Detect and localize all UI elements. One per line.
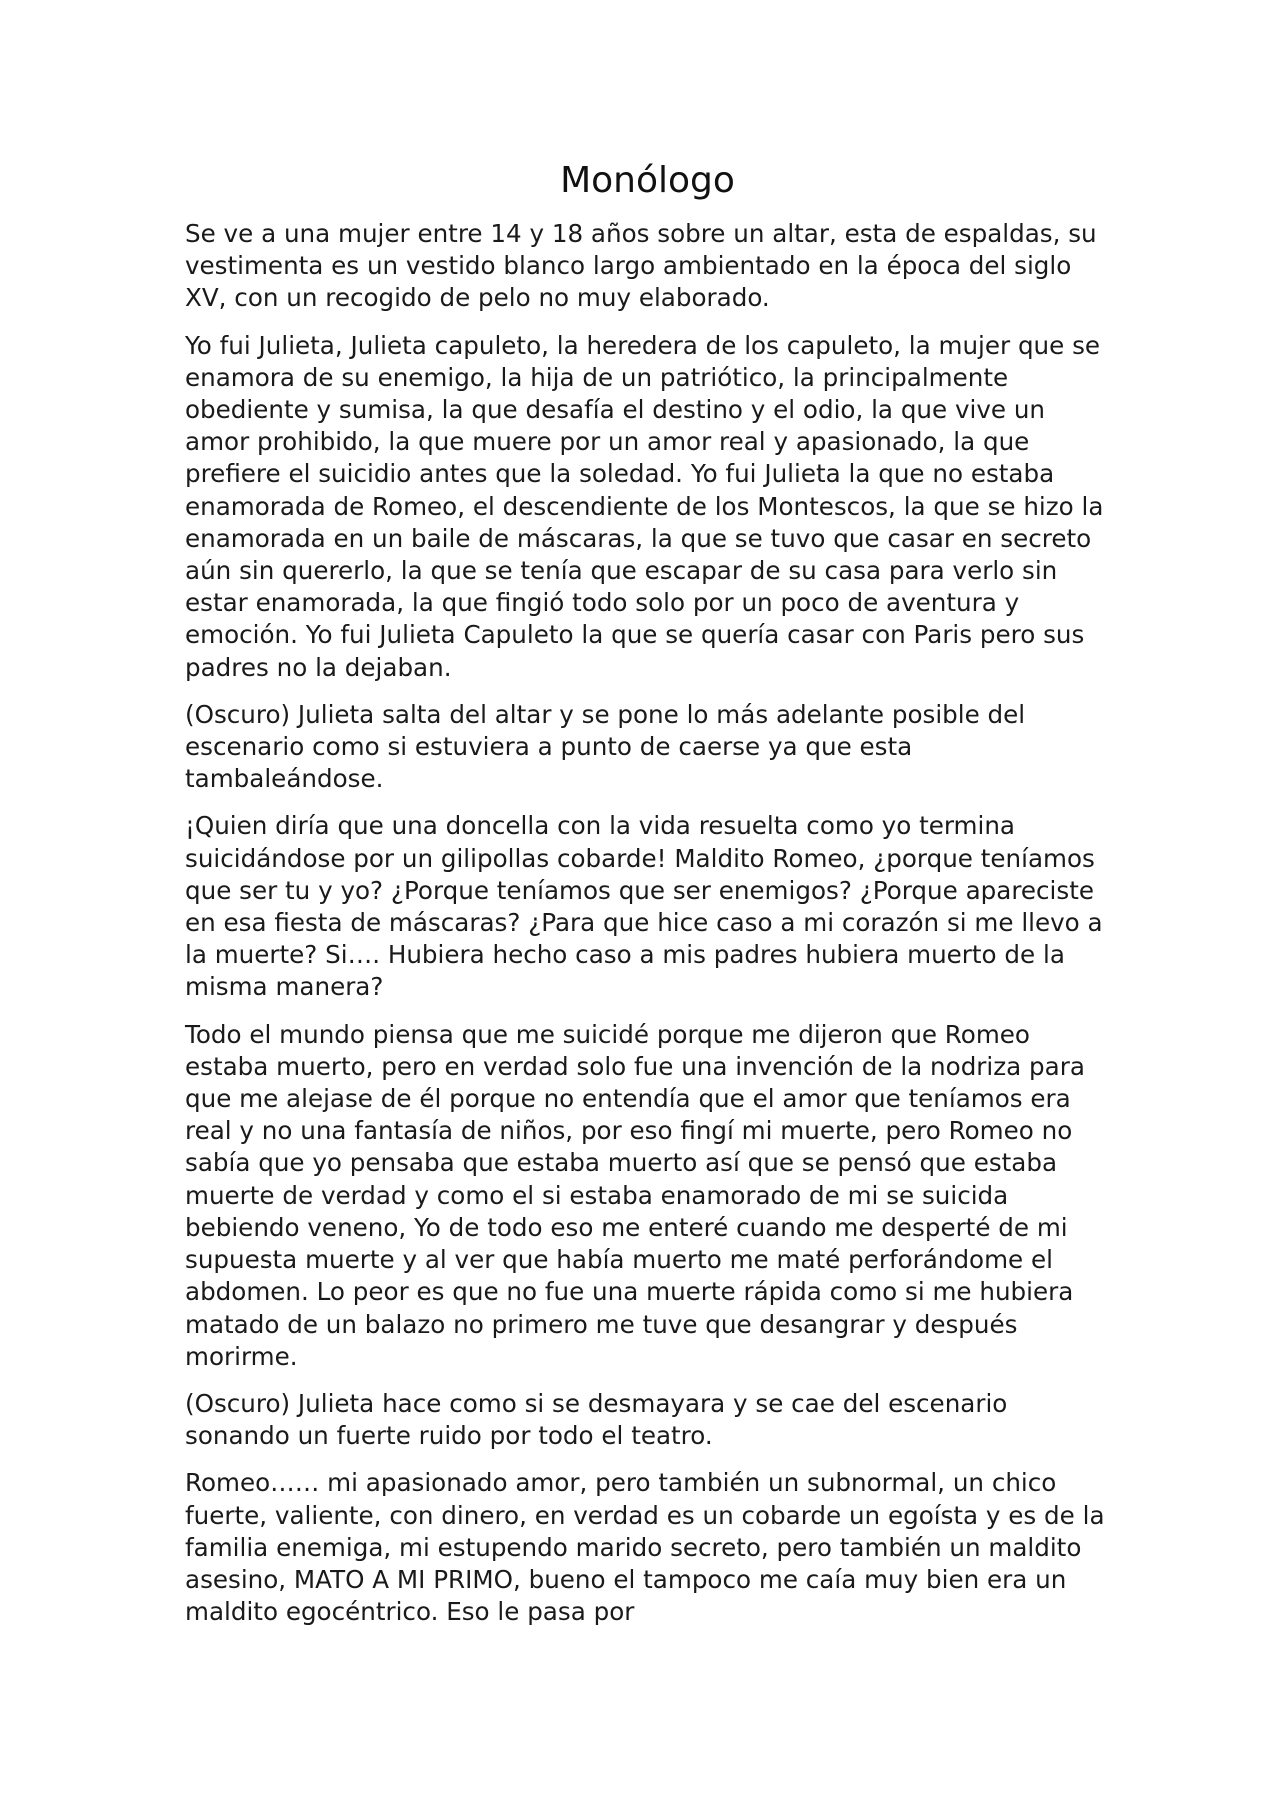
paragraph-monologue-3: Todo el mundo piensa que me suicidé porque me dijeron que Romeo estaba muerto, pero en verdad solo fue una invención de la nodriza para que me alejase de él porque no entendía que el amor que teníamos era real y no una fantasía de niños, por eso fingí mi muerte, pero Romeo no sabía que yo pensaba que estaba muerto así que se pensó que estaba muerte de verdad y como el si estaba enamorado de mi se suicida bebiendo veneno, Yo de todo eso me enteré cuando me desperté de mi supuesta muerte y al ver que había muerto me maté perforándome el abdomen. Lo peor es que no fue una muerte rápida como si me hubiera matado de un balazo no primero me tuve que desangrar y después morirme. bbox=[185, 1019, 1085, 1371]
paragraph-monologue-4: Romeo…… mi apasionado amor, pero también un subnormal, un chico fuerte, valiente, con dinero, en verdad es un cobarde un egoísta y es de la familia enemiga, mi estupendo marido secreto, pero también un maldito asesino, MATO A MI PRIMO, bueno el tampoco me caía muy bien era un maldito egocéntrico. Eso le pasa por bbox=[185, 1468, 1105, 1627]
paragraph-stage-direction-2: (Oscuro) Julieta salta del altar y se pone lo más adelante posible del escenario como si estuviera a punto de caerse ya que esta tambaleándose. bbox=[185, 699, 1026, 794]
paragraph-stage-direction-opening: Se ve a una mujer entre 14 y 18 años sobre un altar, esta de espaldas, su vestimenta es un vestido blanco largo ambientado en la época del siglo XV, con un recogido de pelo no muy elaborado. bbox=[185, 219, 1097, 313]
paragraph-monologue-1: Yo fui Julieta, Julieta capuleto, la heredera de los capuleto, la mujer que se enamora de su enemigo, la hija de un patriótico, la principalmente obediente y sumisa, la que desafía el destino y el odio, la que vive un amor prohibido, la que muere por un amor real y apasionado, la que prefiere el suicidio antes que la soledad. Yo fui Julieta la que no estaba enamorada de Romeo, el descendiente de los Montescos, la que se hizo la enamorada en un baile de máscaras, la que se tuvo que casar en secreto aún sin quererlo, la que se tenía que escapar de su casa para verlo sin estar enamorada, la que fingió todo solo por un poco de aventura y emoción. Yo fui Julieta Capuleto la que se quería casar con Paris pero sus padres no la dejaban. bbox=[185, 330, 1104, 682]
paragraph-stage-direction-3: (Oscuro) Julieta hace como si se desmayara y se cae del escenario sonando un fuerte ruido por todo el teatro. bbox=[185, 1388, 1008, 1451]
paragraph-monologue-2: ¡Quien diría que una doncella con la vida resuelta como yo termina suicidándose por un gilipollas cobarde! Maldito Romeo, ¿porque teníamos que ser tu y yo? ¿Porque teníamos que ser enemigos? ¿Porque apareciste en esa fiesta de máscaras? ¿Para que hice caso a mi corazón si me llevo a la muerte? Si…. Hubiera hecho caso a mis padres hubiera muerto de la misma manera? bbox=[185, 811, 1103, 1002]
document-page bbox=[185, 156, 1110, 1643]
document-title: Monólogo bbox=[560, 160, 735, 201]
